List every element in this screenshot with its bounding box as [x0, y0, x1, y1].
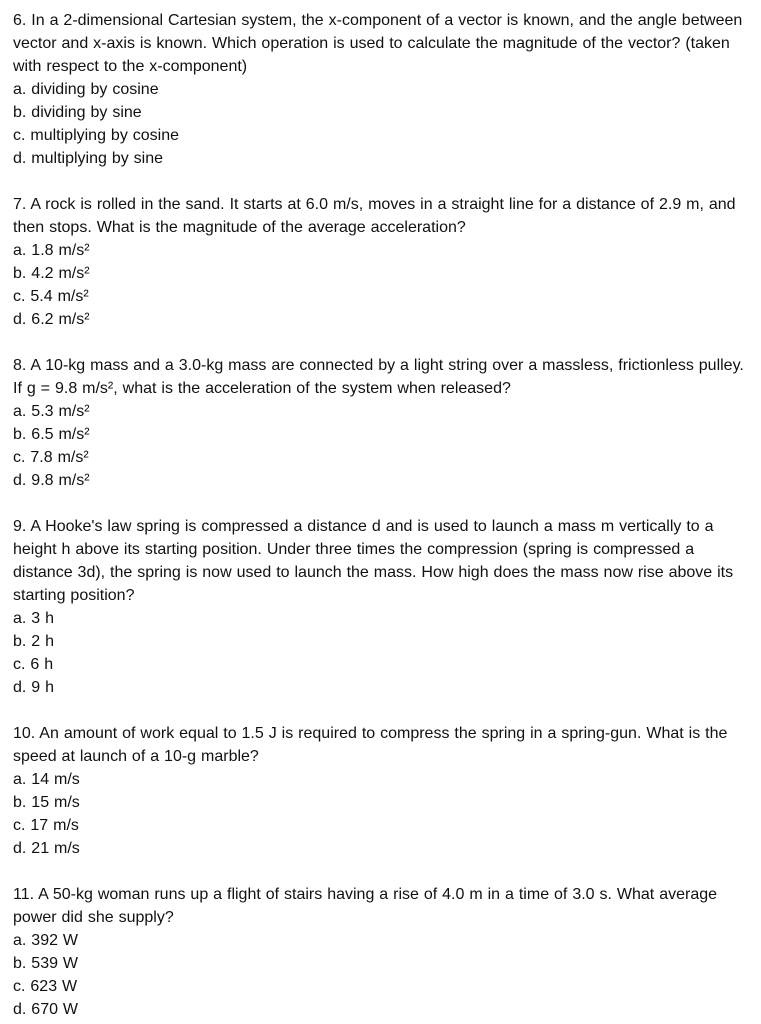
question-block — [13, 515, 747, 699]
answer-option: a. dividing by cosine — [13, 81, 159, 98]
answer-option: d. 670 W — [13, 1001, 79, 1018]
answer-option: a. 392 W — [13, 932, 79, 949]
question-block — [13, 883, 747, 1021]
answer-option: a. 14 m/s — [13, 771, 80, 788]
question-text: 8. A 10-kg mass and a 3.0-kg mass are connected by a light string over a massless, frictionless pulley. If g = 9.8 m/s², what is the acceleration of the system when released? — [13, 357, 744, 397]
question-text: 7. A rock is rolled in the sand. It starts at 6.0 m/s, moves in a straight line for a distance of 2.9 m, and then stops. What is the magnitude of the average acceleration? — [13, 196, 736, 236]
answer-option: b. 2 h — [13, 633, 55, 650]
answer-option: c. 623 W — [13, 978, 78, 995]
answer-option: c. 5.4 m/s² — [13, 288, 89, 305]
answer-option: b. 539 W — [13, 955, 79, 972]
answer-option: d. 9.8 m/s² — [13, 472, 90, 489]
question-text: 6. In a 2-dimensional Cartesian system, the x-component of a vector is known, and the angle between vector and x-axis is known. Which operation is used to calculate the magnitude of the vector? (taken with respect to the x-component) — [13, 12, 743, 75]
answer-option: c. 7.8 m/s² — [13, 449, 89, 466]
answer-option: c. 17 m/s — [13, 817, 79, 834]
answer-option: d. 9 h — [13, 679, 55, 696]
question-text: 11. A 50-kg woman runs up a flight of stairs having a rise of 4.0 m in a time of 3.0 s. What average power did she supply? — [13, 886, 718, 926]
answer-option: b. 6.5 m/s² — [13, 426, 90, 443]
question-block — [13, 722, 747, 860]
questions-list — [13, 9, 747, 1021]
question-block — [13, 9, 747, 170]
answer-option: c. 6 h — [13, 656, 54, 673]
answer-option: b. dividing by sine — [13, 104, 142, 121]
answer-option: a. 5.3 m/s² — [13, 403, 90, 420]
answer-option: a. 3 h — [13, 610, 55, 627]
answer-option: a. 1.8 m/s² — [13, 242, 90, 259]
answer-option: d. multiplying by sine — [13, 150, 164, 167]
answer-option: b. 4.2 m/s² — [13, 265, 90, 282]
answer-option: c. multiplying by cosine — [13, 127, 180, 144]
question-block — [13, 354, 747, 492]
answer-option: d. 6.2 m/s² — [13, 311, 90, 328]
question-block — [13, 193, 747, 331]
answer-option: d. 21 m/s — [13, 840, 80, 857]
question-text: 9. A Hooke's law spring is compressed a distance d and is used to launch a mass m vertically to a height h above its starting position. Under three times the compression (spring is compressed a distance 3d), the spring is now used to launch the mass. How high does the mass now rise above its starting position? — [13, 518, 734, 604]
question-text: 10. An amount of work equal to 1.5 J is required to compress the spring in a spring-gun. What is the speed at launch of a 10-g marble? — [13, 725, 728, 765]
answer-option: b. 15 m/s — [13, 794, 80, 811]
